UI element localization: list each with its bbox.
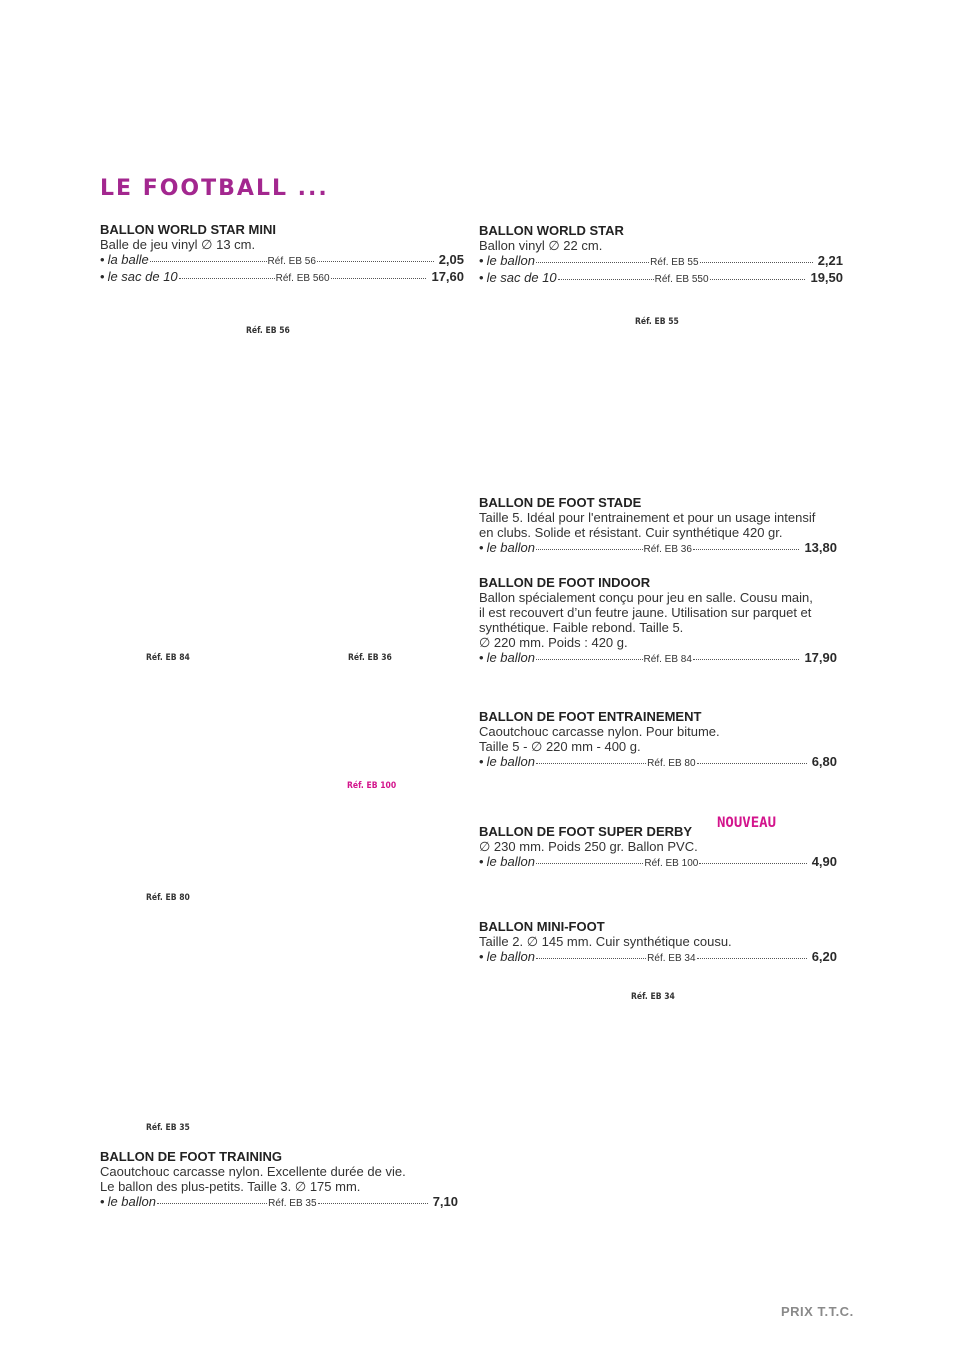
item-price: 2,21 (817, 253, 844, 268)
leader-dots (317, 250, 434, 262)
bullet-icon: • (479, 949, 484, 964)
item-label: le sac de 10 (486, 270, 557, 285)
bullet-icon: • (479, 540, 484, 555)
leader-dots (536, 852, 643, 864)
price-row (479, 540, 837, 557)
price-row (479, 854, 837, 871)
product-foot-entrainement (479, 709, 837, 771)
item-ref: Réf. EB 56 (267, 256, 316, 267)
product-name: BALLON WORLD STAR (479, 223, 624, 238)
item-price: 2,05 (438, 252, 464, 267)
leader-dots (697, 947, 807, 959)
leader-dots (536, 251, 649, 263)
price-row (479, 270, 843, 287)
product-name: BALLON DE FOOT STADE (479, 495, 642, 510)
footer-prices-note: PRIX T.T.C. (781, 1304, 854, 1319)
product-description: Le ballon des plus-petits. Taille 3. ∅ 175 mm. (100, 1179, 361, 1194)
product-mini-foot (479, 919, 837, 966)
item-label: le ballon (486, 949, 535, 964)
leader-dots (693, 648, 800, 660)
bullet-icon: • (479, 754, 484, 769)
price-row (479, 754, 837, 771)
product-description: Taille 5. Idéal pour l'entrainement et pour un usage intensif (479, 510, 816, 525)
item-ref: Réf. EB 80 (647, 758, 696, 769)
price-row (100, 269, 464, 286)
leader-dots (700, 251, 813, 263)
product-description: Taille 2. ∅ 145 mm. Cuir synthétique cousu. (479, 934, 732, 949)
product-description: Caoutchouc carcasse nylon. Pour bitume. (479, 724, 720, 739)
price-row (100, 1194, 458, 1211)
bullet-icon: • (479, 650, 484, 665)
item-ref: Réf. EB 36 (643, 544, 692, 555)
image-caption: Réf. EB 34 (631, 992, 675, 1002)
item-price: 17,60 (431, 269, 465, 284)
page-title: LE FOOTBALL ... (100, 176, 329, 201)
leader-dots (710, 268, 806, 280)
product-world-star (479, 223, 843, 287)
product-name: BALLON WORLD STAR MINI (100, 222, 276, 237)
item-price: 19,50 (810, 270, 844, 285)
bullet-icon: • (479, 854, 484, 869)
image-caption: Réf. EB 56 (246, 326, 290, 336)
leader-dots (536, 648, 643, 660)
leader-dots (693, 538, 800, 550)
image-caption: Réf. EB 36 (348, 653, 392, 663)
item-ref: Réf. EB 35 (268, 1198, 317, 1209)
product-foot-super-derby (479, 824, 837, 871)
leader-dots (699, 852, 806, 864)
item-label: le ballon (486, 650, 535, 665)
product-description: Caoutchouc carcasse nylon. Excellente durée de vie. (100, 1164, 406, 1179)
product-name: BALLON DE FOOT SUPER DERBY (479, 824, 693, 839)
item-label: le ballon (486, 854, 535, 869)
item-label: le sac de 10 (107, 269, 178, 284)
item-price: 17,90 (804, 650, 837, 665)
leader-dots (150, 250, 267, 262)
image-caption: Réf. EB 84 (146, 653, 190, 663)
product-description: Ballon spécialement conçu pour jeu en salle. Cousu main, (479, 590, 813, 605)
product-description: Balle de jeu vinyl ∅ 13 cm. (100, 237, 256, 252)
item-label: le ballon (486, 754, 535, 769)
product-foot-indoor (479, 575, 837, 667)
item-price: 13,80 (804, 540, 837, 555)
product-description: synthétique. Faible rebond. Taille 5. (479, 620, 684, 635)
item-ref: Réf. EB 550 (654, 274, 709, 285)
product-foot-training (100, 1149, 458, 1211)
new-badge: NOUVEAU (717, 815, 777, 831)
item-label: le ballon (486, 253, 535, 268)
leader-dots (536, 947, 646, 959)
product-name: BALLON DE FOOT INDOOR (479, 575, 651, 590)
leader-dots (318, 1192, 428, 1204)
bullet-icon: • (100, 269, 105, 284)
leader-dots (536, 538, 643, 550)
leader-dots (697, 752, 807, 764)
product-name: BALLON MINI-FOOT (479, 919, 605, 934)
item-label: la balle (107, 252, 149, 267)
item-price: 7,10 (432, 1194, 459, 1209)
product-description: en clubs. Solide et résistant. Cuir synthétique 420 gr. (479, 525, 783, 540)
item-ref: Réf. EB 560 (275, 273, 330, 284)
product-description: Taille 5 - ∅ 220 mm - 400 g. (479, 739, 641, 754)
item-label: le ballon (486, 540, 535, 555)
leader-dots (179, 267, 275, 279)
product-description: il est recouvert d’un feutre jaune. Utilisation sur parquet et (479, 605, 812, 620)
item-price: 6,20 (811, 949, 838, 964)
item-ref: Réf. EB 55 (650, 257, 699, 268)
item-ref: Réf. EB 100 (644, 858, 699, 869)
product-description: Ballon vinyl ∅ 22 cm. (479, 238, 603, 253)
bullet-icon: • (100, 252, 105, 267)
item-ref: Réf. EB 84 (643, 654, 692, 665)
product-description: ∅ 220 mm. Poids : 420 g. (479, 635, 628, 650)
bullet-icon: • (479, 253, 484, 268)
item-label: le ballon (107, 1194, 156, 1209)
product-foot-stade (479, 495, 837, 557)
product-description: ∅ 230 mm. Poids 250 gr. Ballon PVC. (479, 839, 698, 854)
leader-dots (536, 752, 646, 764)
product-world-star-mini (100, 222, 464, 286)
leader-dots (157, 1192, 267, 1204)
item-ref: Réf. EB 34 (647, 953, 696, 964)
bullet-icon: • (100, 1194, 105, 1209)
item-price: 4,90 (811, 854, 838, 869)
product-name: BALLON DE FOOT TRAINING (100, 1149, 282, 1164)
item-price: 6,80 (811, 754, 838, 769)
image-caption: Réf. EB 100 (347, 781, 397, 791)
image-caption: Réf. EB 55 (635, 317, 679, 327)
leader-dots (558, 268, 654, 280)
image-caption: Réf. EB 80 (146, 893, 190, 903)
product-name: BALLON DE FOOT ENTRAINEMENT (479, 709, 702, 724)
price-row (479, 650, 837, 667)
price-row (479, 949, 837, 966)
image-caption: Réf. EB 35 (146, 1123, 190, 1133)
leader-dots (331, 267, 427, 279)
bullet-icon: • (479, 270, 484, 285)
